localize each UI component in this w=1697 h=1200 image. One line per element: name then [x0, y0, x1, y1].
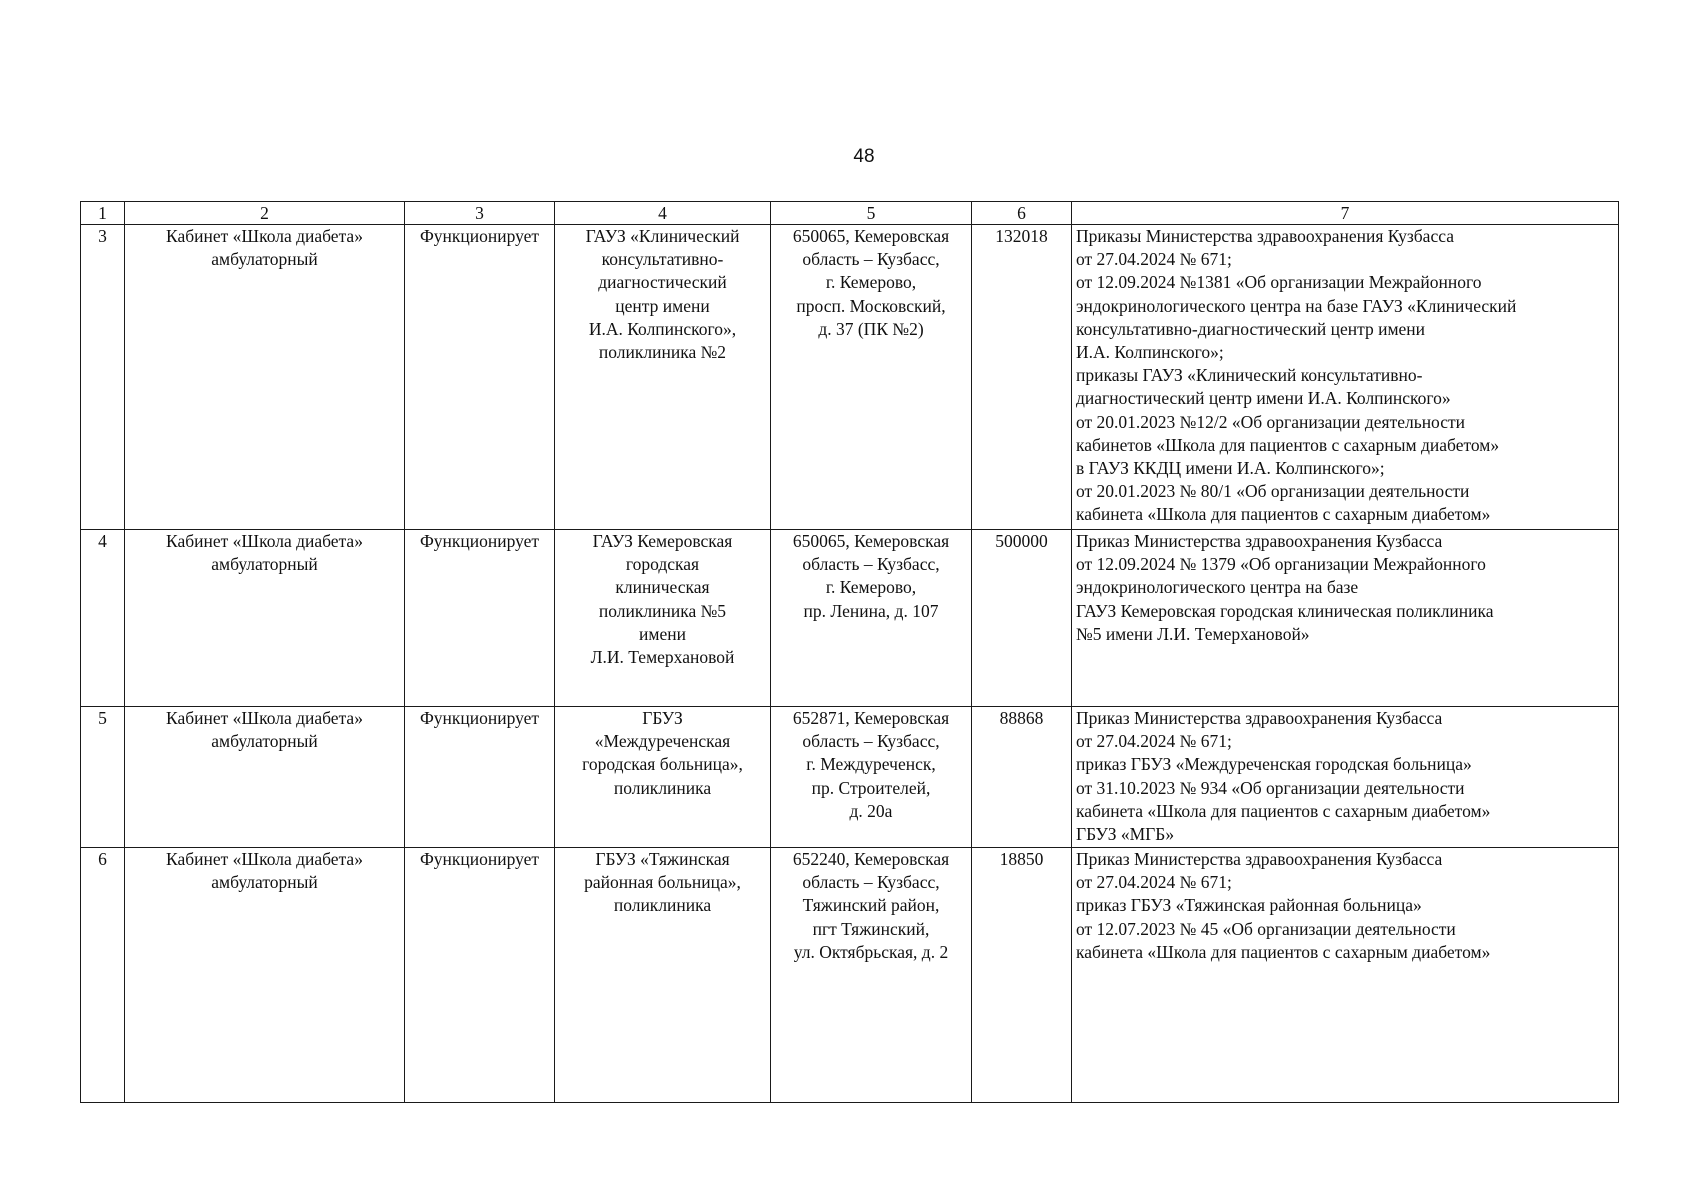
- column-header: 1: [81, 202, 125, 225]
- table-row: [81, 530, 1619, 707]
- cabinet-name: Кабинет «Школа диабета» амбулаторный: [125, 848, 405, 1103]
- code-cell: 500000: [972, 530, 1072, 707]
- status-cell: Функционирует: [405, 225, 555, 530]
- address-cell: 652871, Кемеровская область – Кузбасс, г. Междуреченск, пр. Строителей, д. 20а: [771, 707, 972, 848]
- address-cell: 652240, Кемеровская область – Кузбасс, Тяжинский район, пгт Тяжинский, ул. Октябрьская, д. 2: [771, 848, 972, 1103]
- documents-cell: Приказ Министерства здравоохранения Кузбасса от 27.04.2024 № 671; приказ ГБУЗ «Тяжинская районная больница» от 12.07.2023 № 45 «Об организации деятельности кабинета «Школа для пациентов с сахарным диабетом»: [1072, 848, 1619, 1103]
- table-row: [81, 225, 1619, 530]
- organization-cell: ГБУЗ «Тяжинская районная больница», поликлиника: [555, 848, 771, 1103]
- column-header: 6: [972, 202, 1072, 225]
- cabinet-name: Кабинет «Школа диабета» амбулаторный: [125, 225, 405, 530]
- page-number: 48: [853, 146, 875, 167]
- address-cell: 650065, Кемеровская область – Кузбасс, г. Кемерово, просп. Московский, д. 37 (ПК №2): [771, 225, 972, 530]
- row-number: 3: [81, 225, 125, 530]
- column-header: 7: [1072, 202, 1619, 225]
- row-number: 6: [81, 848, 125, 1103]
- code-cell: 88868: [972, 707, 1072, 848]
- organization-cell: ГАУЗ Кемеровская городская клиническая поликлиника №5 имени Л.И. Темерхановой: [555, 530, 771, 707]
- row-number: 4: [81, 530, 125, 707]
- column-header: 2: [125, 202, 405, 225]
- documents-cell: Приказ Министерства здравоохранения Кузбасса от 27.04.2024 № 671; приказ ГБУЗ «Междуреченская городская больница» от 31.10.2023 № 934 «Об организации деятельности кабинета «Школа для пациентов с сахарным диабетом» ГБУЗ «МГБ»: [1072, 707, 1619, 848]
- documents-cell: Приказ Министерства здравоохранения Кузбасса от 12.09.2024 № 1379 «Об организации Межрайонного эндокринологического центра на базе ГАУЗ Кемеровская городская клиническая поликлиника №5 имени Л.И. Темерхановой»: [1072, 530, 1619, 707]
- row-number: 5: [81, 707, 125, 848]
- status-cell: Функционирует: [405, 848, 555, 1103]
- column-header: 3: [405, 202, 555, 225]
- organization-cell: ГБУЗ «Междуреченская городская больница», поликлиника: [555, 707, 771, 848]
- table-row: [81, 707, 1619, 848]
- address-cell: 650065, Кемеровская область – Кузбасс, г. Кемерово, пр. Ленина, д. 107: [771, 530, 972, 707]
- cabinet-name: Кабинет «Школа диабета» амбулаторный: [125, 530, 405, 707]
- cabinet-name: Кабинет «Школа диабета» амбулаторный: [125, 707, 405, 848]
- column-header: 4: [555, 202, 771, 225]
- code-cell: 132018: [972, 225, 1072, 530]
- code-cell: 18850: [972, 848, 1072, 1103]
- status-cell: Функционирует: [405, 530, 555, 707]
- documents-cell: Приказы Министерства здравоохранения Кузбасса от 27.04.2024 № 671; от 12.09.2024 №1381 «Об организации Межрайонного эндокринологического центра на базе ГАУЗ «Клинический консультативно-диагностический центр имени И.А. Колпинского»; приказы ГАУЗ «Клинический консультативно- диагностический центр имени И.А. Колпинского» от 20.01.2023 №12/2 «Об организации деятельности кабинетов «Школа для пациентов с сахарным диабетом» в ГАУЗ ККДЦ имени И.А. Колпинского»; от 20.01.2023 № 80/1 «Об организации деятельности кабинета «Школа для пациентов с сахарным диабетом»: [1072, 225, 1619, 530]
- column-header: 5: [771, 202, 972, 225]
- table-header-row: [81, 202, 1619, 225]
- organization-cell: ГАУЗ «Клинический консультативно- диагностический центр имени И.А. Колпинского», поликлиника №2: [555, 225, 771, 530]
- document-table: [80, 201, 1619, 1103]
- table-row: [81, 848, 1619, 1103]
- status-cell: Функционирует: [405, 707, 555, 848]
